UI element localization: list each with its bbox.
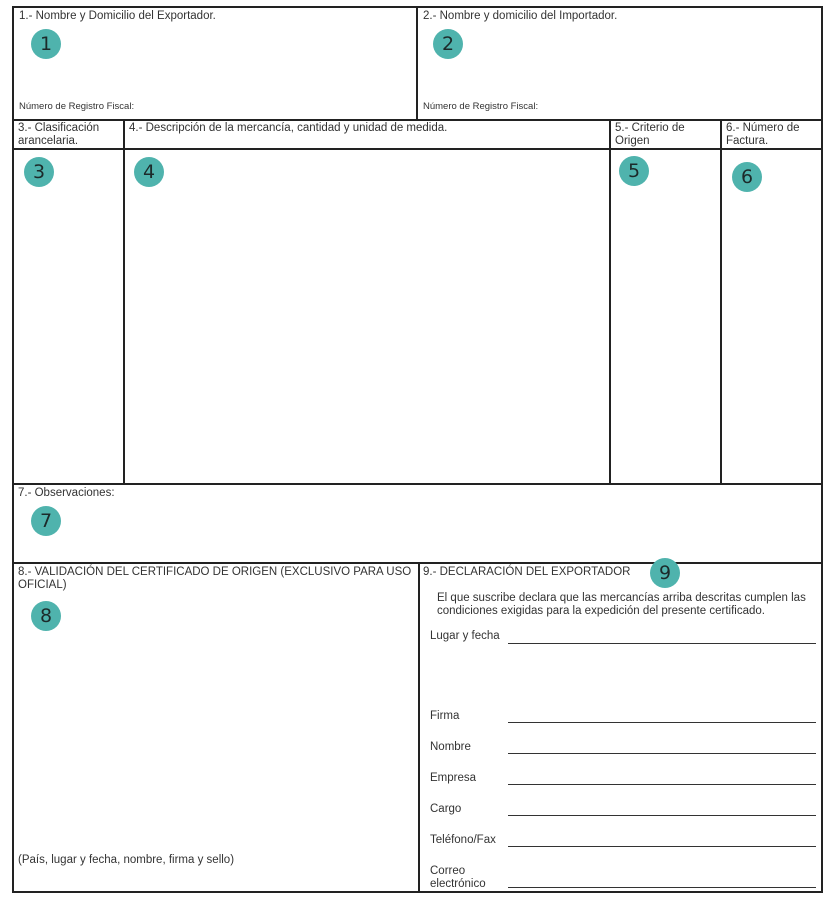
email-label: Correo electrónico — [430, 865, 486, 890]
position-field[interactable] — [508, 815, 816, 816]
email-field[interactable] — [508, 887, 816, 888]
divider — [12, 483, 823, 485]
observations-title: 7.- Observaciones: — [18, 487, 115, 499]
exporter-title: 1.- Nombre y Domicilio del Exportador. — [19, 10, 216, 22]
phone-fax-label: Teléfono/Fax — [430, 834, 496, 846]
tariff-title: 3.- Clasificación arancelaria. — [18, 122, 100, 147]
name-label: Nombre — [430, 741, 471, 753]
validation-title: 8.- VALIDACIÓN DEL CERTIFICADO DE ORIGEN (EXCLUSIVO PARA USO OFICIAL) — [18, 566, 412, 591]
position-label: Cargo — [430, 803, 462, 815]
name-field[interactable] — [508, 753, 816, 754]
section-9-badge: 9 — [650, 558, 680, 588]
divider — [418, 562, 420, 893]
company-label: Empresa — [430, 772, 477, 784]
divider — [416, 6, 418, 120]
section-3-badge: 3 — [24, 157, 54, 187]
place-date-field[interactable] — [508, 643, 816, 644]
divider — [123, 119, 125, 484]
importer-tax-id-label: Número de Registro Fiscal: — [423, 101, 539, 112]
divider — [609, 119, 611, 484]
section-8-badge: 8 — [31, 601, 61, 631]
place-date-label: Lugar y fecha — [430, 630, 500, 642]
company-field[interactable] — [508, 784, 816, 785]
section-6-badge: 6 — [732, 162, 762, 192]
section-7-badge: 7 — [31, 506, 61, 536]
section-2-badge: 2 — [433, 29, 463, 59]
declaration-statement: El que suscribe declara que las mercancías arriba descritas cumplen las condiciones exigidas para la expedición del presente certificado. — [437, 592, 806, 617]
description-title: 4.- Descripción de la mercancía, cantidad y unidad de medida. — [129, 122, 448, 134]
phone-fax-field[interactable] — [508, 846, 816, 847]
declaration-title: 9.- DECLARACIÓN DEL EXPORTADOR — [423, 566, 631, 578]
invoice-title: 6.- Número de Factura. — [726, 122, 800, 147]
divider — [12, 148, 823, 150]
exporter-tax-id-label: Número de Registro Fiscal: — [19, 101, 135, 112]
signature-field[interactable] — [508, 722, 816, 723]
validation-footer: (País, lugar y fecha, nombre, firma y sello) — [18, 854, 235, 866]
origin-criteria-title: 5.- Criterio de Origen — [615, 122, 685, 147]
signature-label: Firma — [430, 710, 460, 722]
section-5-badge: 5 — [619, 156, 649, 186]
section-1-badge: 1 — [31, 29, 61, 59]
section-4-badge: 4 — [134, 157, 164, 187]
importer-title: 2.- Nombre y domicilio del Importador. — [423, 10, 618, 22]
divider — [720, 119, 722, 484]
